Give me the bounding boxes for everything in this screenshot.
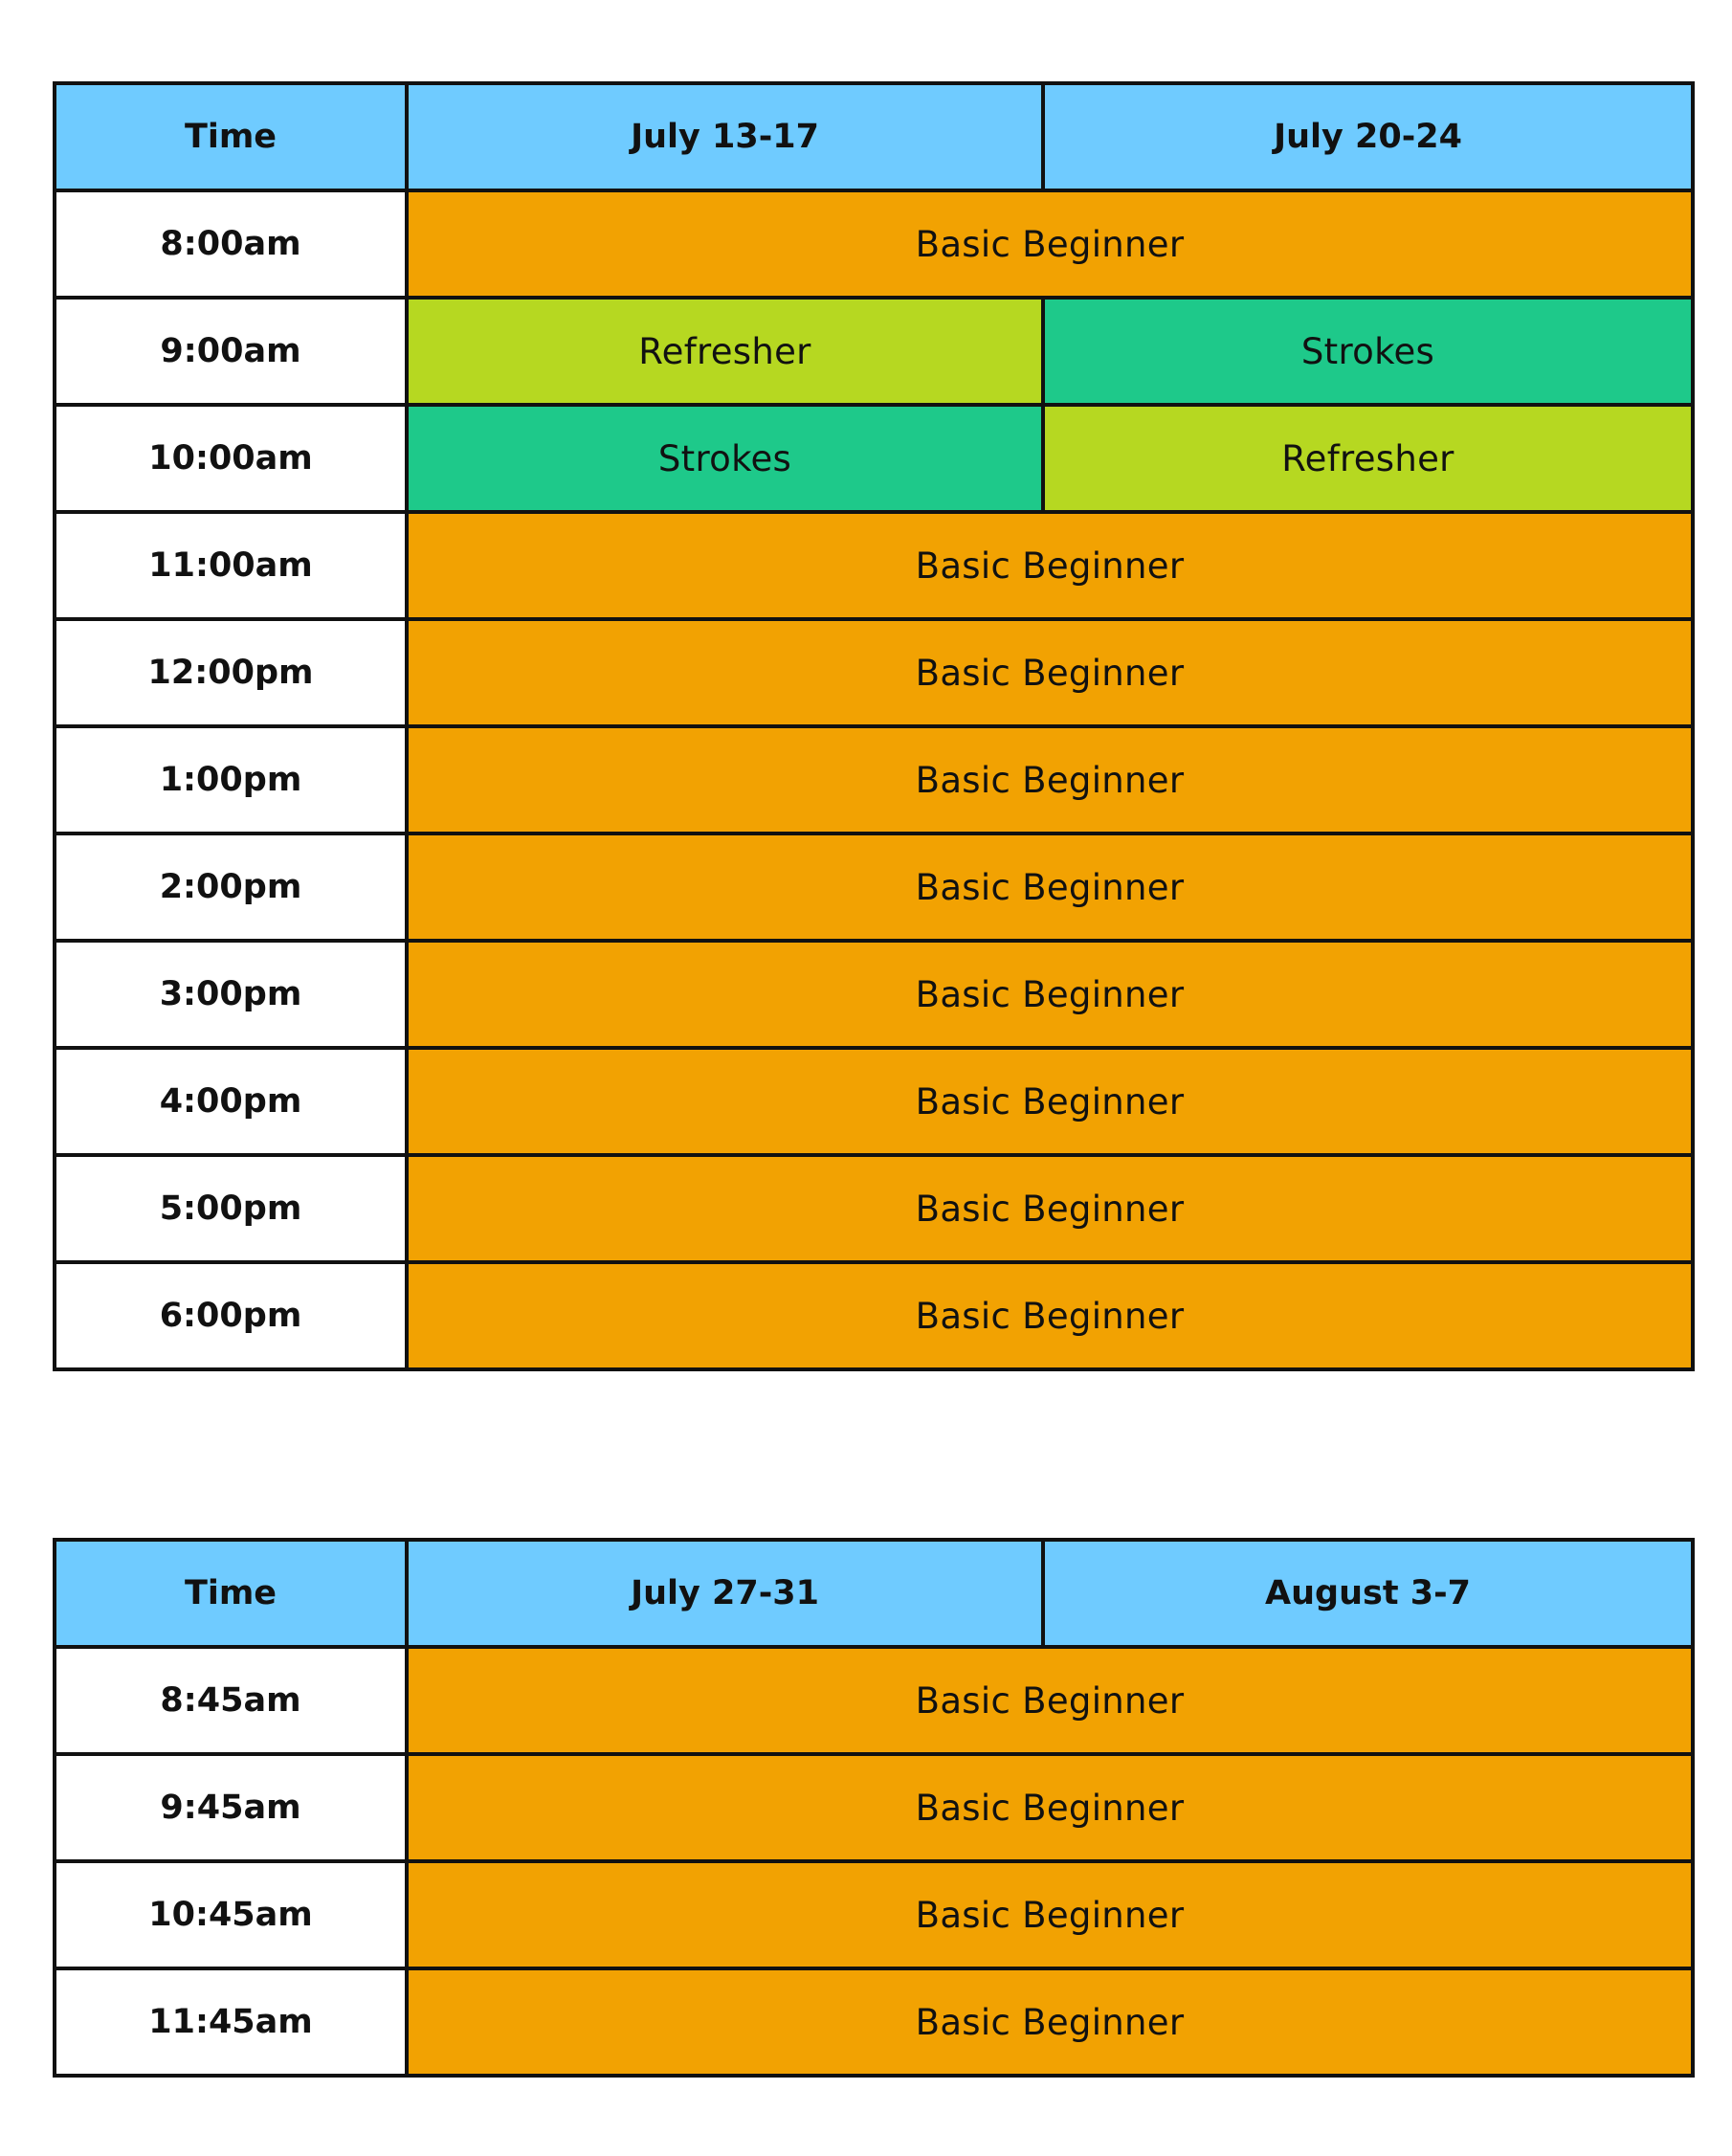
class-cell-basic-beginner: Basic Beginner [407, 1048, 1693, 1155]
time-cell: 11:00am [55, 512, 407, 619]
time-cell: 4:00pm [55, 1048, 407, 1155]
class-cell-basic-beginner: Basic Beginner [407, 1968, 1693, 2076]
week-column-header: July 20-24 [1043, 83, 1693, 190]
time-column-header: Time [55, 1540, 407, 1647]
time-cell: 12:00pm [55, 619, 407, 726]
schedule-table-july-13-24 [53, 81, 1695, 1371]
schedule-row [55, 298, 1693, 405]
schedule-row [55, 1647, 1693, 1754]
schedule-row [55, 1754, 1693, 1861]
class-cell-basic-beginner: Basic Beginner [407, 1861, 1693, 1968]
schedule-row [55, 1968, 1693, 2076]
week-column-header: August 3-7 [1043, 1540, 1693, 1647]
week-column-header: July 13-17 [407, 83, 1043, 190]
schedule-row [55, 1155, 1693, 1262]
class-cell-basic-beginner: Basic Beginner [407, 1754, 1693, 1861]
time-cell: 1:00pm [55, 726, 407, 834]
schedule-row [55, 726, 1693, 834]
header-row [55, 83, 1693, 190]
schedule-row [55, 405, 1693, 512]
time-cell: 2:00pm [55, 834, 407, 941]
header-row [55, 1540, 1693, 1647]
time-cell: 3:00pm [55, 941, 407, 1048]
class-cell-strokes: Strokes [407, 405, 1043, 512]
class-cell-basic-beginner: Basic Beginner [407, 512, 1693, 619]
schedule-row [55, 1861, 1693, 1968]
week-column-header: July 27-31 [407, 1540, 1043, 1647]
class-cell-refresher: Refresher [407, 298, 1043, 405]
schedule-row [55, 1262, 1693, 1369]
schedule-row [55, 190, 1693, 298]
class-cell-basic-beginner: Basic Beginner [407, 834, 1693, 941]
time-column-header: Time [55, 83, 407, 190]
class-cell-refresher: Refresher [1043, 405, 1693, 512]
class-cell-basic-beginner: Basic Beginner [407, 941, 1693, 1048]
schedule-row [55, 619, 1693, 726]
class-cell-strokes: Strokes [1043, 298, 1693, 405]
class-cell-basic-beginner: Basic Beginner [407, 1155, 1693, 1262]
time-cell: 8:00am [55, 190, 407, 298]
time-cell: 9:00am [55, 298, 407, 405]
time-cell: 9:45am [55, 1754, 407, 1861]
time-cell: 10:00am [55, 405, 407, 512]
class-cell-basic-beginner: Basic Beginner [407, 726, 1693, 834]
schedule-row [55, 834, 1693, 941]
class-cell-basic-beginner: Basic Beginner [407, 1262, 1693, 1369]
time-cell: 6:00pm [55, 1262, 407, 1369]
class-cell-basic-beginner: Basic Beginner [407, 190, 1693, 298]
schedule-table-july-27-august-7 [53, 1538, 1695, 2078]
schedule-row [55, 941, 1693, 1048]
class-cell-basic-beginner: Basic Beginner [407, 1647, 1693, 1754]
schedule-row [55, 1048, 1693, 1155]
schedule-row [55, 512, 1693, 619]
time-cell: 8:45am [55, 1647, 407, 1754]
time-cell: 10:45am [55, 1861, 407, 1968]
time-cell: 11:45am [55, 1968, 407, 2076]
class-cell-basic-beginner: Basic Beginner [407, 619, 1693, 726]
time-cell: 5:00pm [55, 1155, 407, 1262]
